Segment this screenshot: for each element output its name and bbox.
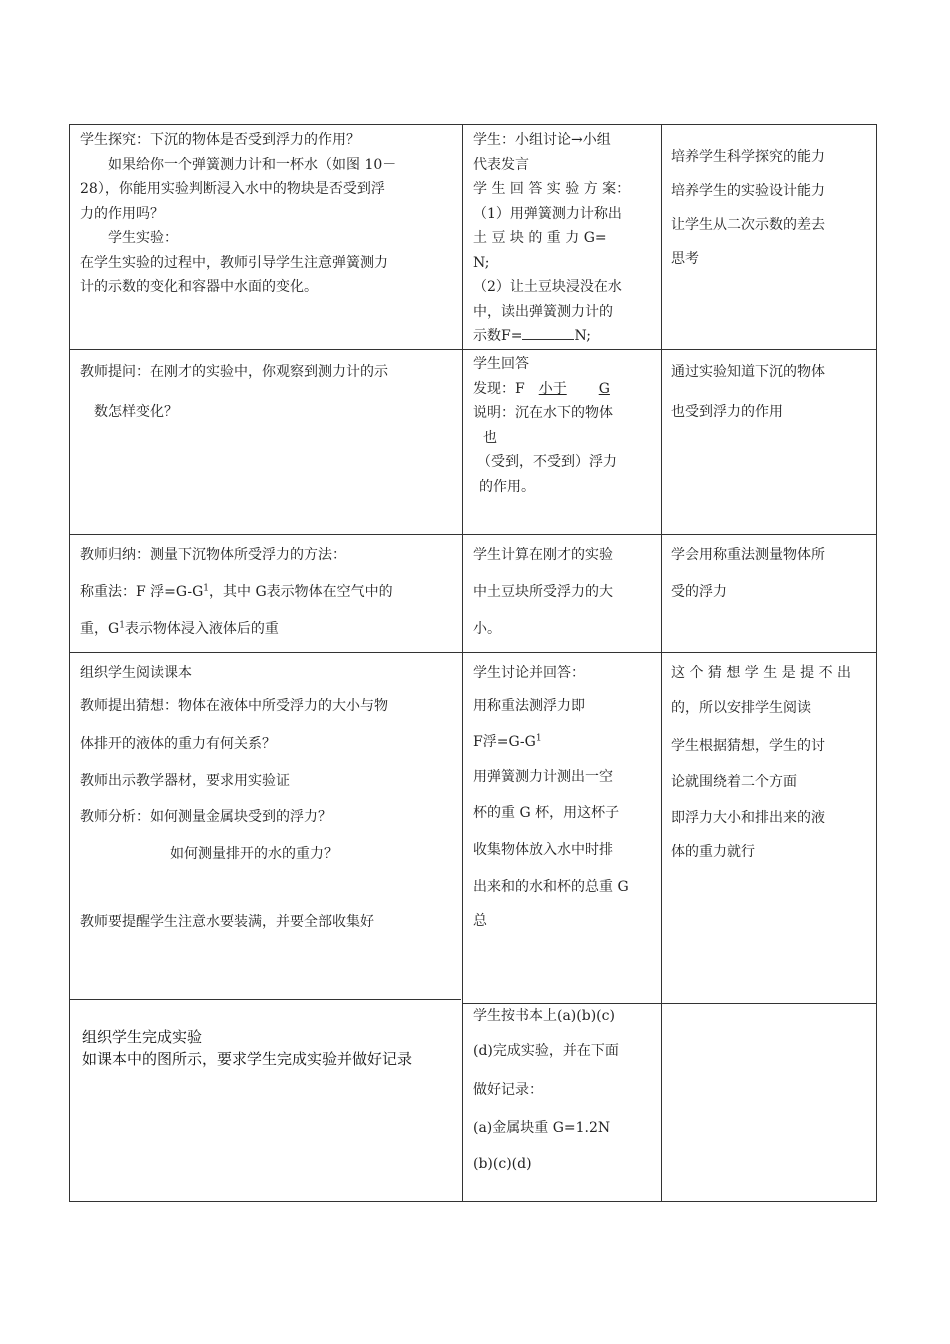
- text-line: 如课本中的图所示，要求学生完成实验并做好记录: [82, 1050, 413, 1068]
- text-line: 论就围绕着二个方面: [671, 774, 797, 790]
- text-line: 计的示数的变化和容器中水面的变化。: [80, 279, 318, 295]
- text-line: 学生根据猜想，学生的讨: [671, 738, 825, 754]
- table-border-bottom: [69, 1201, 877, 1202]
- row4-design-intent: [671, 658, 871, 868]
- text-line: 28），你能用实验判断浸入水中的物块是否受到浮: [80, 181, 385, 197]
- text-line: (a)金属块重 G=1.2N: [473, 1120, 611, 1136]
- text-line: 用称重法测浮力即: [473, 698, 585, 714]
- text-line: 的，所以安排学生阅读: [671, 700, 811, 716]
- text-line: 通过实验知道下沉的物体: [671, 364, 825, 380]
- superscript: 1: [119, 620, 125, 631]
- column-divider: [661, 124, 662, 1202]
- text-line: 用弹簧测力计测出一空: [473, 769, 613, 785]
- text-span: N;: [574, 328, 591, 344]
- text-line: 出来和的水和杯的总重 G: [473, 879, 629, 895]
- table-border-right: [876, 124, 877, 1202]
- text-line: 杯的重 G 杯，用这杯子: [473, 805, 620, 821]
- row3-student-activity: [473, 537, 657, 648]
- text-line: 也: [483, 429, 497, 446]
- text-line: 学生按书本上(a)(b)(c): [473, 1008, 615, 1024]
- row-divider: [69, 534, 877, 535]
- text-line: 代表发言: [473, 156, 529, 173]
- text-line: 这 个 猜 想 学 生 是 提 不 出: [671, 665, 852, 681]
- answer-filled: 小于: [538, 380, 567, 397]
- text-line: 体的重力就行: [671, 844, 755, 860]
- text-line: （1）用弹簧测力计称出: [473, 205, 622, 222]
- text-line: 数怎样变化？: [94, 404, 178, 420]
- text-line: 组织学生完成实验: [82, 1028, 203, 1046]
- text-line: 力的作用吗？: [80, 205, 164, 222]
- text-line: （2）让土豆块浸没在水: [473, 279, 622, 295]
- row-divider: [69, 999, 461, 1000]
- text-span: 重，G: [80, 621, 120, 637]
- text-line: 做好记录：: [473, 1082, 543, 1098]
- text-line: 收集物体放入水中时排: [473, 842, 613, 858]
- column-divider: [462, 124, 463, 1202]
- text-line: [473, 724, 657, 760]
- text-line: 教师提问：在刚才的实验中，你观察到测力计的示: [80, 364, 388, 380]
- text-span: 发现：F: [473, 380, 525, 397]
- text-span: G: [598, 380, 610, 397]
- answer-blank: [522, 325, 574, 340]
- row-divider: [69, 652, 877, 653]
- row5-student-activity: [473, 1001, 657, 1181]
- text-line: 也受到浮力的作用: [671, 404, 783, 420]
- text-line: 思考: [671, 251, 699, 267]
- text-line: 学生：小组讨论→小组: [473, 132, 611, 148]
- text-line: 在学生实验的过程中，教师引导学生注意弹簧测力: [80, 254, 388, 271]
- superscript: 1: [535, 733, 542, 744]
- row4-student-activity: [473, 658, 657, 936]
- row5-teaching-activity: [82, 1026, 458, 1070]
- text-line: 体排开的液体的重力有何关系？: [80, 736, 276, 752]
- text-line: 学生实验：: [108, 230, 178, 246]
- row3-design-intent: [671, 537, 871, 611]
- table-border-top: [69, 124, 877, 125]
- text-span: 示数F=: [473, 328, 523, 344]
- table-border-left: [69, 124, 70, 1202]
- row2-teaching-activity: [80, 352, 456, 432]
- text-span: 称重法：F 浮=G-G: [80, 584, 204, 600]
- row-divider: [69, 349, 877, 350]
- text-line: 中土豆块所受浮力的大: [473, 584, 613, 600]
- text-line: 学生计算在刚才的实验: [473, 547, 613, 563]
- text-line: N;: [473, 254, 490, 271]
- text-line: [473, 377, 657, 402]
- row2-student-activity: [473, 352, 657, 499]
- row1-teaching-activity: [80, 128, 456, 300]
- text-line: 说明：沉在水下的物体: [473, 405, 613, 421]
- text-line: 学生探究：下沉的物体是否受到浮力的作用？: [80, 132, 360, 148]
- text-line: 教师要提醒学生注意水要装满，并要全部收集好: [80, 914, 374, 930]
- superscript: 1: [203, 583, 209, 594]
- text-line: 组织学生阅读课本: [80, 665, 192, 681]
- text-line: （受到，不受到）浮力: [477, 454, 617, 470]
- text-line: 学生讨论并回答：: [473, 665, 585, 681]
- text-line: 培养学生的实验设计能力: [671, 183, 825, 199]
- text-line: 学生回答: [473, 356, 529, 372]
- row3-teaching-activity: [80, 537, 456, 648]
- text-line: 土 豆 块 的 重 力 G=: [473, 230, 607, 246]
- text-line: 教师分析：如何测量金属块受到的浮力？: [80, 809, 332, 825]
- text-line: 小。: [473, 621, 501, 637]
- text-line: (b)(c)(d): [473, 1156, 532, 1172]
- row1-student-activity: [473, 128, 657, 349]
- text-line: 受的浮力: [671, 584, 727, 600]
- text-line: 学会用称重法测量物体所: [671, 547, 825, 563]
- text-line: 学 生 回 答 实 验 方 案：: [473, 181, 631, 197]
- text-line: 中，读出弹簧测力计的: [473, 303, 613, 320]
- row4-teaching-activity: [80, 658, 456, 940]
- text-span: 表示物体浸入液体后的重: [124, 621, 279, 637]
- text-line: 总: [473, 913, 487, 929]
- text-line: 让学生从二次示数的差去: [671, 217, 825, 233]
- text-line: 教师出示教学器材，要求用实验证: [80, 773, 290, 789]
- text-line: 如何测量排开的水的重力？: [170, 846, 338, 862]
- text-line: 即浮力大小和排出来的液: [671, 810, 825, 826]
- text-line: 的作用。: [479, 478, 535, 495]
- text-line: 教师提出猜想：物体在液体中所受浮力的大小与物: [80, 698, 388, 714]
- text-line: [473, 324, 657, 349]
- row2-design-intent: [671, 352, 871, 432]
- text-line: (d)完成实验，并在下面: [473, 1043, 619, 1059]
- row1-design-intent: [671, 140, 871, 276]
- text-span: ，其中 G表示物体在空气中的: [209, 584, 393, 600]
- text-line: [80, 611, 456, 648]
- text-line: 如果给你一个弹簧测力计和一杯水（如图 10－: [108, 156, 397, 173]
- text-line: [80, 574, 456, 611]
- text-line: 教师归纳：测量下沉物体所受浮力的方法：: [80, 547, 346, 563]
- text-line: 培养学生科学探究的能力: [671, 149, 825, 165]
- text-span: F浮=G-G: [473, 734, 536, 750]
